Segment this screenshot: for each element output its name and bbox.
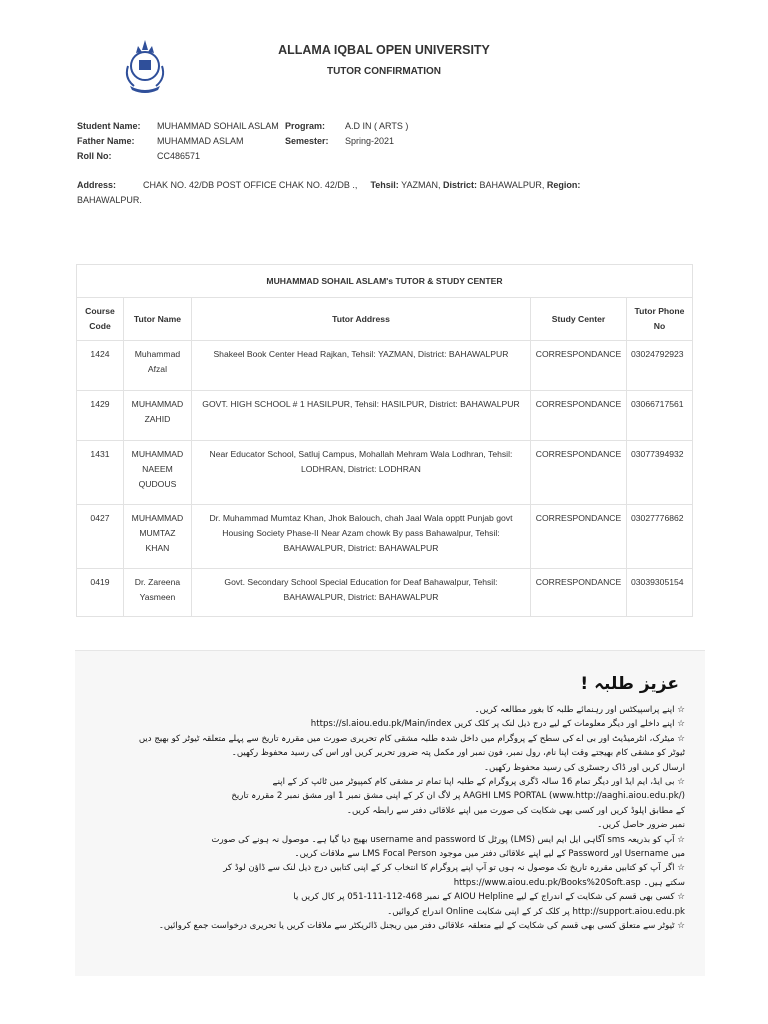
- cell-tutor-address: GOVT. HIGH SCHOOL # 1 HASILPUR, Tehsil: HASILPUR, District: BAHAWALPUR: [191, 391, 530, 441]
- tutor-table: [76, 264, 693, 617]
- header-course-code: Course Code: [77, 298, 124, 341]
- notice-line: ☆ اپنے داخلے اور دیگر معلومات کے لیے درج ذیل لنک پر کلک کریں https://sl.aiou.edu.pk/Main/index: [310, 719, 685, 730]
- region: BAHAWALPUR.: [77, 195, 142, 205]
- cell-tutor-address: Shakeel Book Center Head Rajkan, Tehsil: YAZMAN, District: BAHAWALPUR: [191, 341, 530, 391]
- semester-label: Semester:: [285, 136, 329, 146]
- district-label: District:: [443, 180, 478, 190]
- cell-tutor-address: Dr. Muhammad Mumtaz Khan, Jhok Balouch, chah Jaal Wala opptt Punjab govt Housing Society Phase-II Near Azam chowk By pass Bahawalpur, Tehsil: BAHAWALPUR, District: BAHAWALPUR: [191, 505, 530, 569]
- father-name: MUHAMMAD ASLAM: [157, 136, 244, 146]
- notice-line: ☆ اگر آپ کو کتابیں مقررہ تاریخ تک موصول نہ ہوں تو آپ اپنے پروگرام کا انتخاب کر کے اپنی کتابیں درج ذیل لنک سے ڈاؤن لوڈ کر: [223, 863, 685, 874]
- notice-line: ☆ اپنے پراسپیکٹس اور رہنمائے طلبہ کا بغور مطالعہ کریں۔: [474, 705, 685, 715]
- cell-tutor-phone: 03024792923: [626, 341, 692, 391]
- notice-line: نمبر ضرور حاصل کریں۔: [597, 820, 685, 831]
- cell-course-code: 0427: [77, 505, 124, 569]
- address: CHAK NO. 42/DB POST OFFICE CHAK NO. 42/DB .,: [143, 180, 358, 190]
- cell-tutor-name: MUHAMMAD ZAHID: [123, 391, 191, 441]
- region-label: Region:: [546, 180, 581, 190]
- table-row: [77, 391, 693, 441]
- notice-line: ☆ بی ایڈ، ایم ایڈ اور دیگر تمام 16 سالہ ڈگری پروگرام کے طلبہ اپنا تمام تر مشقی کام کمپیوٹر میں ٹائپ کر کے اپنے: [272, 777, 685, 788]
- table-row: [77, 569, 693, 617]
- roll-no-label: Roll No:: [77, 151, 112, 161]
- university-name: ALLAMA IQBAL OPEN UNIVERSITY: [278, 43, 490, 57]
- table-header-row: [77, 298, 693, 341]
- roll-no: CC486571: [157, 151, 201, 161]
- table-caption: MUHAMMAD SOHAIL ASLAM's TUTOR & STUDY CENTER: [77, 265, 693, 298]
- cell-course-code: 1429: [77, 391, 124, 441]
- header-tutor-address: Tutor Address: [191, 298, 530, 341]
- cell-tutor-phone: 03066717561: [626, 391, 692, 441]
- student-name-label: Student Name:: [77, 121, 141, 131]
- cell-study-center: CORRESPONDANCE: [531, 505, 627, 569]
- cell-study-center: CORRESPONDANCE: [531, 341, 627, 391]
- notice-line: ☆ کسی بھی قسم کی شکایت کے اندراج کے لیے AIOU Helpline کے نمبر 468-112-111-051 پر کال کریں یا: [293, 892, 685, 903]
- program: A.D IN ( ARTS ): [345, 121, 409, 131]
- notice-line: ارسال کریں اور ڈاک رجسٹری کی رسید محفوظ رکھیں۔: [484, 762, 685, 773]
- notice-lines: [85, 703, 685, 934]
- address-label: Address:: [77, 180, 117, 190]
- header-tutor-name: Tutor Name: [123, 298, 191, 341]
- address-block: [77, 178, 697, 208]
- cell-tutor-phone: 03039305154: [626, 569, 692, 617]
- student-name: MUHAMMAD SOHAIL ASLAM: [157, 121, 279, 131]
- cell-tutor-name: Muhammad Afzal: [123, 341, 191, 391]
- table-row: [77, 441, 693, 505]
- notice-line: AAGHI LMS PORTAL (www.http://aaghi.aiou.edu.pk/) پر لاگ ان کر کے اپنی مشق نمبر 1 اور مشق نمبر 2 مقررہ تاریخ: [231, 791, 685, 802]
- cell-tutor-address: Near Educator School, Satluj Campus, Mohallah Mehram Wala Lodhran, Tehsil: LODHRAN, District: LODHRAN: [191, 441, 530, 505]
- urdu-notice: [75, 650, 705, 976]
- notice-line: کے مطابق اپلوڈ کریں اور کسی بھی شکایت کی صورت میں اپنے علاقائی دفتر سے رابطہ کریں۔: [346, 805, 685, 816]
- tehsil-label: Tehsil:: [370, 180, 399, 190]
- cell-study-center: CORRESPONDANCE: [531, 391, 627, 441]
- cell-tutor-name: Dr. Zareena Yasmeen: [123, 569, 191, 617]
- program-label: Program:: [285, 121, 326, 131]
- cell-study-center: CORRESPONDANCE: [531, 441, 627, 505]
- cell-tutor-name: MUHAMMAD MUMTAZ KHAN: [123, 505, 191, 569]
- cell-course-code: 0419: [77, 569, 124, 617]
- district: BAHAWALPUR,: [479, 180, 545, 190]
- cell-tutor-phone: 03077394932: [626, 441, 692, 505]
- table-row: [77, 341, 693, 391]
- document-title: TUTOR CONFIRMATION: [326, 66, 442, 77]
- notice-heading: عزیز طلبہ !: [580, 674, 679, 694]
- cell-study-center: CORRESPONDANCE: [531, 569, 627, 617]
- header-study-center: Study Center: [531, 298, 627, 341]
- cell-tutor-phone: 03027776862: [626, 505, 692, 569]
- notice-line: ☆ میٹرک، انٹرمیڈیٹ اور بی اے کی سطح کے پروگرام میں داخل شدہ طلبہ مشقی کام تحریری صورت میں مقررہ تاریخ سے پہلے متعلقہ ٹیوٹر کو بھیج دیں: [138, 733, 685, 744]
- notice-line: سکتے ہیں۔ https://www.aiou.edu.pk/Books%20Soft.asp: [453, 877, 685, 888]
- cell-tutor-address: Govt. Secondary School Special Education for Deaf Bahawalpur, Tehsil: BAHAWALPUR, District: BAHAWALPUR: [191, 569, 530, 617]
- notice-line: ☆ آپ کو بذریعہ sms آگاہی ایل ایم ایس (LMS) پورٹل کا username and password بھیج دیا گیا ہے۔ موصول نہ ہونے کی صورت: [211, 834, 685, 845]
- father-name-label: Father Name:: [77, 136, 135, 146]
- notice-line: میں Username اور Password کے لیے اپنے علاقائی دفتر میں موجود LMS Focal Person سے ملاقات کریں۔: [294, 849, 685, 860]
- tehsil: YAZMAN,: [401, 180, 441, 190]
- notice-line: ☆ ٹیوٹر سے متعلق کسی بھی قسم کی شکایت کے لیے متعلقہ علاقائی دفتر میں ریجنل ڈائریکٹر سے ملاقات کریں یا تحریری درخواست جمع کروائیں۔: [158, 921, 685, 932]
- cell-course-code: 1431: [77, 441, 124, 505]
- cell-tutor-name: MUHAMMAD NAEEM QUDOUS: [123, 441, 191, 505]
- notice-line: http://support.aiou.edu.pk پر کلک کر کے اپنی شکایت Online اندراج کروائیں۔: [387, 906, 685, 917]
- header-tutor-phone: Tutor Phone No: [626, 298, 692, 341]
- notice-line: ٹیوٹر کو مشقی کام بھیجتے وقت اپنا نام، رول نمبر، فون نمبر اور مکمل پتہ ضرور تحریر کریں اور اس کی رسید محفوظ رکھیں۔: [231, 748, 685, 759]
- table-row: [77, 505, 693, 569]
- semester: Spring-2021: [345, 136, 395, 146]
- cell-course-code: 1424: [77, 341, 124, 391]
